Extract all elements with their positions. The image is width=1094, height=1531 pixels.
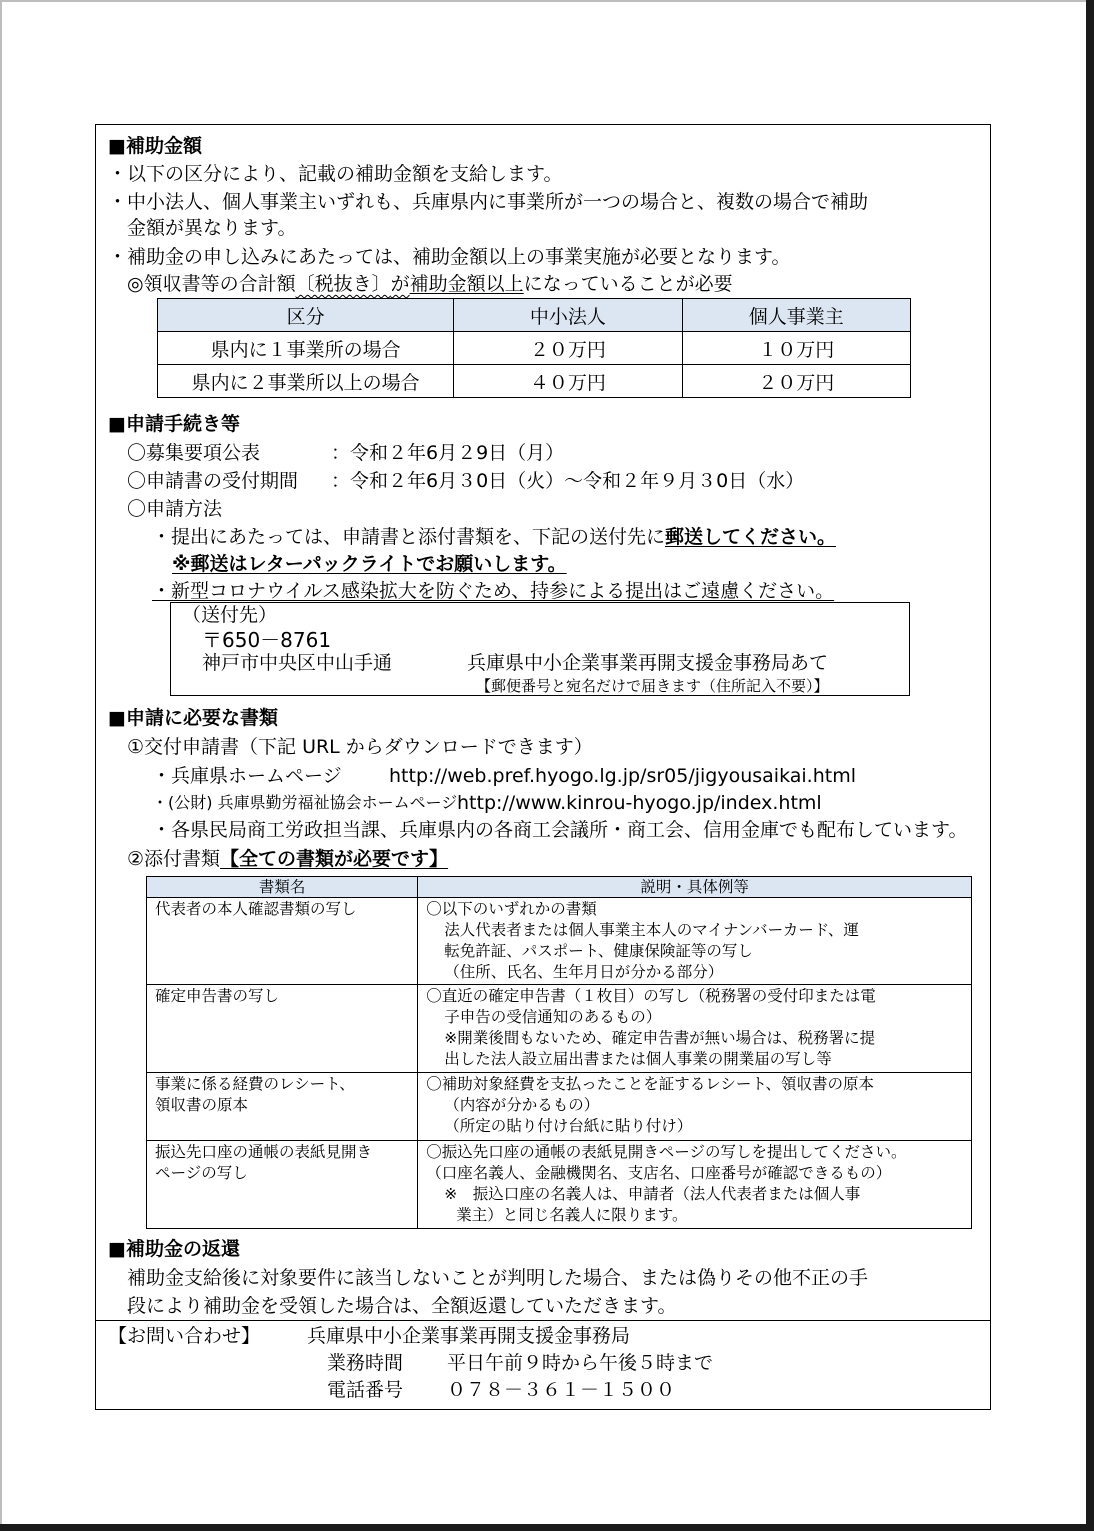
page-edge-top xyxy=(0,0,1088,2)
contact-label: 【お問い合わせ】 xyxy=(108,1325,261,1347)
refund-text: 補助金支給後に対象要件に該当しないことが判明した場合、または偽りその他不正の手 xyxy=(127,1267,869,1289)
announcement-label: 〇募集要項公表 xyxy=(127,442,261,464)
address-city: 神戸市中央区中山手通 xyxy=(202,652,393,674)
subsidy-note xyxy=(127,271,733,297)
page-edge-right xyxy=(1086,0,1094,1531)
table-cell xyxy=(147,1073,418,1141)
subsidy-heading: ■補助金額 xyxy=(108,135,202,157)
doc-name: 事業に係る経費のレシート、 xyxy=(155,1075,355,1093)
contact-divider xyxy=(95,1320,991,1321)
doc-desc: 〇直近の確定申告書（１枚目）の写し（税務署の受付印または電 xyxy=(426,987,876,1005)
link-label: ・(公財) 兵庫県勤労福祉協会ホームページ xyxy=(152,793,458,812)
doc-desc: （内容が分かるもの） xyxy=(444,1096,600,1114)
all-required-note: 【全ての書類が必要です】 xyxy=(220,848,449,870)
table-cell xyxy=(147,985,418,1073)
table-cell: １０万円 xyxy=(682,332,910,365)
no-in-person-note: ・新型コロナウイルス感染拡大を防ぐため、持参による提出はご遠慮ください。 xyxy=(152,580,835,602)
doc-desc: 子申告の受信通知のあるもの） xyxy=(444,1008,662,1026)
doc-name: 領収書の原本 xyxy=(155,1096,249,1114)
note-mid: が xyxy=(390,273,410,295)
note-prefix: ◎領収書等の合計額 xyxy=(127,273,296,295)
table-row xyxy=(147,1073,972,1141)
doc-desc: 業主）と同じ名義人に限ります。 xyxy=(456,1206,688,1224)
doc-desc: （口座名義人、金融機関名、支店名、口座番号が確認できるもの） xyxy=(426,1164,892,1182)
address-note: 【郵便番号と宛名だけで届きます（住所記入不要）】 xyxy=(476,677,829,695)
note-tax-excluded: 〔税抜き〕 xyxy=(295,273,391,295)
phone-label: 電話番号 xyxy=(327,1379,404,1401)
subsidy-amount-table xyxy=(157,298,911,398)
submission-instruction xyxy=(152,524,836,550)
table-header: 説明・具体例等 xyxy=(418,877,972,898)
doc-desc: 出した法人設立届出書または個人事業の開業届の写し等 xyxy=(444,1050,832,1068)
table-cell xyxy=(418,985,972,1073)
table-cell xyxy=(418,1141,972,1229)
doc-desc: 転免許証、パスポート、健康保険証等の写し xyxy=(444,942,753,960)
address-recipient: 兵庫県中小企業事業再開支援金事務局あて xyxy=(467,652,829,674)
refund-heading: ■補助金の返還 xyxy=(108,1238,240,1260)
page-edge-left xyxy=(0,0,2,1526)
submission-prefix: ・提出にあたっては、申請書と添付書類を、下記の送付先に xyxy=(152,526,666,548)
table-header: 区分 xyxy=(158,299,454,332)
doc-desc: （所定の貼り付け台紙に貼り付け） xyxy=(444,1117,693,1135)
note-suffix: になっていることが必要 xyxy=(523,273,733,295)
note-amount: 補助金額以上 xyxy=(409,273,524,295)
acceptance-period: ：令和２年6月３0日（火）～令和２年９月３0日（水） xyxy=(331,470,805,492)
table-cell: ２０万円 xyxy=(454,332,682,365)
address-label: （送付先） xyxy=(182,604,278,626)
attachments-item xyxy=(127,846,448,872)
application-method: 〇申請方法 xyxy=(127,498,223,520)
page-edge-bottom xyxy=(0,1524,1094,1531)
mail-instruction: 郵送してください。 xyxy=(665,526,837,548)
letterpack-note: ※郵送はレターパックライトでお願いします。 xyxy=(172,553,567,575)
doc-desc: （住所、氏名、生年月日が分かる部分） xyxy=(444,963,724,981)
subsidy-bullet: ・補助金の申し込みにあたっては、補助金額以上の事業実施が必要となります。 xyxy=(108,246,791,268)
doc-desc: 法人代表者または個人事業主本人のマイナンバーカード、運 xyxy=(444,921,859,939)
postal-code: 〒650－8761 xyxy=(202,628,332,652)
table-header-row xyxy=(158,299,911,332)
doc-name: 確定申告書の写し xyxy=(155,987,280,1005)
table-row xyxy=(147,985,972,1073)
phone-value: ０７８－３６１－１５００ xyxy=(447,1379,676,1401)
refund-text: 段により補助金を受領した場合は、全額返還していただきます。 xyxy=(127,1295,677,1317)
table-header: 書類名 xyxy=(147,877,418,898)
table-cell: 県内に２事業所以上の場合 xyxy=(158,365,454,398)
documents-heading: ■申請に必要な書類 xyxy=(108,707,278,729)
table-cell xyxy=(147,898,418,985)
table-cell: ２０万円 xyxy=(682,365,910,398)
hours-value: 平日午前９時から午後５時まで xyxy=(447,1352,714,1374)
hours-label: 業務時間 xyxy=(327,1352,404,1374)
table-header: 中小法人 xyxy=(454,299,682,332)
table-row xyxy=(158,332,911,365)
attachments-table xyxy=(146,876,972,1229)
doc-desc: 〇補助対象経費を支払ったことを証するレシート、領収書の原本 xyxy=(426,1075,874,1093)
doc-desc: 〇振込先口座の通帳の表紙見開きページの写しを提出してください。 xyxy=(426,1143,907,1161)
subsidy-bullet: 金額が異なります。 xyxy=(127,217,297,239)
doc-desc: ※開業後間もないため、確定申告書が無い場合は、税務署に提 xyxy=(444,1029,876,1047)
kinrou-url-link[interactable]: http://www.kinrou-hyogo.jp/index.html xyxy=(457,792,822,814)
hyogo-url-link[interactable]: http://web.pref.hyogo.lg.jp/sr05/jigyousaikai.html xyxy=(389,765,856,787)
subsidy-bullet: ・以下の区分により、記載の補助金額を支給します。 xyxy=(108,163,563,185)
doc-name: 振込先口座の通帳の表紙見開き xyxy=(155,1143,373,1161)
doc-name: ページの写し xyxy=(155,1164,248,1182)
table-row xyxy=(158,365,911,398)
table-cell xyxy=(418,1073,972,1141)
table-cell: ４０万円 xyxy=(454,365,682,398)
table-cell xyxy=(147,1141,418,1229)
table-cell xyxy=(418,898,972,985)
table-row xyxy=(147,1141,972,1229)
table-cell: 県内に１事業所の場合 xyxy=(158,332,454,365)
table-header: 個人事業主 xyxy=(682,299,910,332)
table-row xyxy=(147,898,972,985)
acceptance-label: 〇申請書の受付期間 xyxy=(127,470,299,492)
procedure-heading: ■申請手続き等 xyxy=(108,413,240,435)
subsidy-bullet: ・中小法人、個人事業主いずれも、兵庫県内に事業所が一つの場合と、複数の場合で補助 xyxy=(108,191,869,213)
doc-name: 代表者の本人確認書類の写し xyxy=(155,900,357,918)
table-header-row xyxy=(147,877,972,898)
doc-desc: 〇以下のいずれかの書類 xyxy=(426,900,597,918)
doc-desc: ※ 振込口座の名義人は、申請者（法人代表者または個人事 xyxy=(444,1185,861,1203)
distribution-note: ・各県民局商工労政担当課、兵庫県内の各商工会議所・商工会、信用金庫でも配布しています。 xyxy=(152,819,968,841)
contact-org: 兵庫県中小企業事業再開支援金事務局 xyxy=(307,1325,631,1347)
application-form-item: ①交付申請書（下記 URL からダウンロードできます） xyxy=(127,736,593,758)
announcement-date: ：令和２年6月２9日（月） xyxy=(331,442,565,464)
attachments-prefix: ②添付書類 xyxy=(127,848,221,870)
link-label: ・兵庫県ホームページ xyxy=(152,765,342,787)
